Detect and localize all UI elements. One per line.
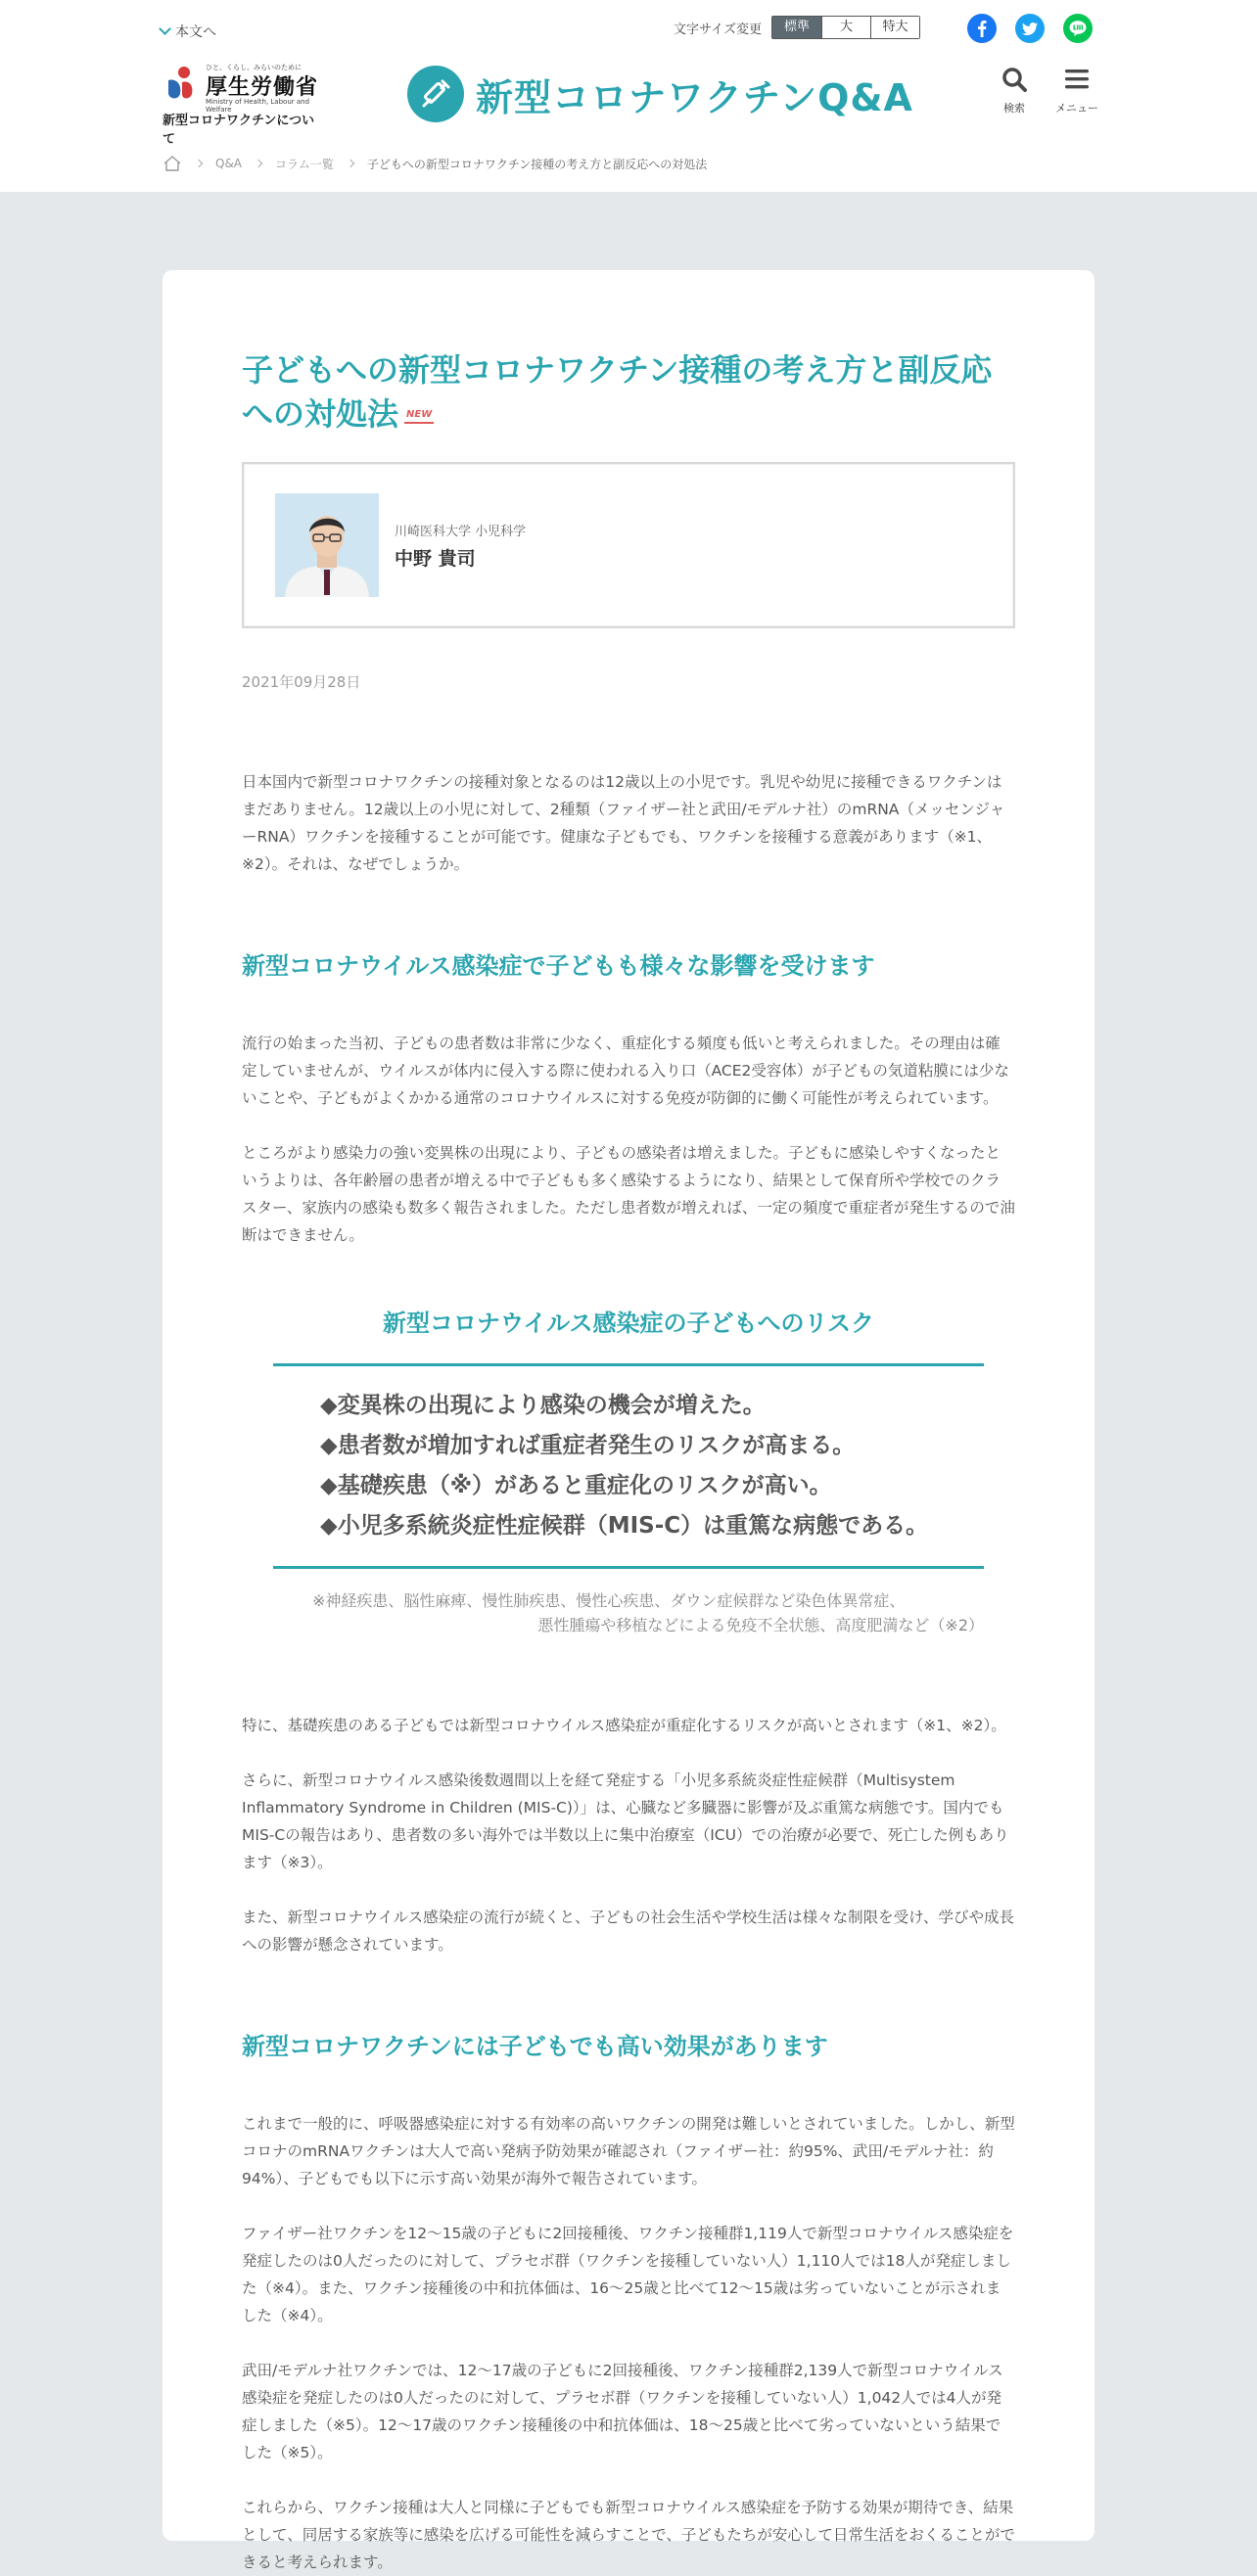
risk-note <box>273 1588 984 1637</box>
risk-item: ◆基礎疾患（※）があると重症化のリスクが高い。 <box>320 1472 832 1498</box>
twitter-share-button[interactable] <box>1015 14 1045 43</box>
mhlw-name: 厚生労働省 <box>206 75 319 100</box>
search-icon <box>1000 65 1029 94</box>
paragraph: 武田/モデルナ社ワクチンでは、12～17歳の子どもに2回接種後、ワクチン接種群2,139人で新型コロナウイルス感染症を発症したのは0人だったのに対して、プラセボ群（ワクチンを接種していない人）1,042人では4人が発症しました（※5）。12～17歳のワクチン接種後の中和抗体価は、18～25歳と比べて劣っていないという結果でした（※5）。 <box>242 2361 1003 2461</box>
breadcrumb-current: 子どもへの新型コロナワクチン接種の考え方と副反応への対処法 <box>366 157 708 171</box>
author-box <box>242 462 1015 628</box>
mhlw-english-name: Ministry of Health, Labour and Welfare <box>206 98 310 114</box>
author-photo <box>275 493 379 597</box>
author-affiliation: 川崎医科大学 小児科学 <box>395 524 527 539</box>
menu-label: メニュー <box>1055 102 1098 115</box>
twitter-icon <box>1015 14 1045 43</box>
font-size-buttons <box>771 16 920 39</box>
mhlw-subtitle: 新型コロナワクチンについて <box>163 114 315 147</box>
risk-box-bottom-rule <box>273 1566 984 1569</box>
site-logo[interactable] <box>407 65 913 123</box>
risk-box-title: 新型コロナウイルス感染症の子どもへのリスク <box>382 1309 875 1337</box>
article-card <box>163 270 1094 2571</box>
breadcrumb-separator-icon <box>347 160 354 167</box>
paragraph: 特に、基礎疾患のある子どもでは新型コロナウイルス感染症が重症化するリスクが高いとされます（※1、※2）。 <box>242 1716 1006 1734</box>
article-body <box>242 348 1015 2576</box>
menu-button[interactable] <box>1049 65 1104 115</box>
syringe-icon <box>407 66 464 122</box>
risk-note-line: ※神経疾患、脳性麻痺、慢性肺疾患、慢性心疾患、ダウン症候群など染色体異常症、 <box>312 1590 906 1610</box>
paragraph: さらに、新型コロナウイルス感染後数週間以上を経て発症する「小児多系統炎症性症候群（Multisystem Inflammatory Syndrome in Children (MIS-C)）」は、心臓など多臓器に影響が及ぶ重篤な病態です。国内でもMIS-Cの報告はあり、患者数の多い海外では半数以上に集中治療室（ICU）での治療が必要で、死亡した例もあります（※3）。 <box>242 1771 1009 1871</box>
search-button[interactable] <box>987 65 1042 115</box>
line-share-button[interactable] <box>1063 14 1093 43</box>
mhlw-tagline: ひと、くらし、みらいのために <box>206 64 302 71</box>
breadcrumb-qa[interactable]: Q&A <box>215 157 243 170</box>
line-icon <box>1063 14 1093 43</box>
font-size-xlarge-button[interactable]: 特大 <box>870 17 919 38</box>
mhlw-emblem-icon <box>164 65 198 102</box>
breadcrumb-separator-icon <box>195 160 203 167</box>
author-name: 中野 貴司 <box>395 547 476 570</box>
paragraph: また、新型コロナウイルス感染症の流行が続くと、子どもの社会生活や学校生活は様々な制限を受け、学びや成長への影響が懸念されています。 <box>242 1908 1014 1954</box>
skip-to-content-link[interactable] <box>161 22 216 41</box>
font-size-standard-button[interactable]: 標準 <box>772 17 821 38</box>
site-title: 新型コロナワクチンQ&A <box>476 75 913 119</box>
facebook-icon <box>967 14 997 43</box>
site-header <box>0 0 1257 192</box>
article-title <box>242 348 1015 437</box>
breadcrumb-separator-icon <box>255 160 262 167</box>
font-size-switcher <box>674 16 920 39</box>
risk-item: ◆患者数が増加すれば重症者発生のリスクが高まる。 <box>320 1432 856 1458</box>
font-size-large-button[interactable]: 大 <box>821 17 870 38</box>
paragraph: ところがより感染力の強い変異株の出現により、子どもの感染者は増えました。子どもに感染しやすくなったというよりは、各年齢層の患者が増える中で子どもも多く感染するようになり、結果として保育所や学校でのクラスター、家族内の感染も数多く報告されました。ただし患者数が増えれば、一定の頻度で重症者が発生するので油断はできません。 <box>242 1143 1015 1244</box>
paragraph: これらから、ワクチン接種は大人と同様に子どもでも新型コロナウイルス感染症を予防する効果が期待でき、結果として、同居する家族等に感染を広げる可能性を減らすことで、子どもたちが安心して日常生活をおくることができると考えられます。 <box>242 2498 1015 2571</box>
article-title-text: 子どもへの新型コロナワクチン接種の考え方と副反応への対処法 <box>242 351 993 433</box>
risk-item: ◆変異株の出現により感染の機会が増えた。 <box>320 1392 766 1418</box>
paragraph: ファイザー社ワクチンを12～15歳の子どもに2回接種後、ワクチン接種群1,119人で新型コロナウイルス感染症を発症したのは0人だったのに対して、プラセボ群（ワクチンを接種していない人）1,110人では18人が発症しました（※4）。また、ワクチン接種後の中和抗体価は、16～25歳と比べて12～15歳は劣っていないことが示されました（※4）。 <box>242 2224 1014 2324</box>
skip-link-label: 本文へ <box>175 24 216 40</box>
intro-paragraph: 日本国内で新型コロナワクチンの接種対象となるのは12歳以上の小児です。乳児や幼児に接種できるワクチンはまだありません。12歳以上の小児に対して、2種類（ファイザー社と武田/モデルナ社）のmRNA（メッセンジャーRNA）ワクチンを接種することが可能です。健康な子どもでも、ワクチンを接種する意義があります（※1、※2）。それは、なぜでしょうか。 <box>242 772 1005 873</box>
breadcrumb <box>163 155 707 172</box>
paragraph: 流行の始まった当初、子どもの患者数は非常に少なく、重症化する頻度も低いと考えられました。その理由は確定していませんが、ウイルスが体内に侵入する際に使われる入り口（ACE2受容体）が子どもの気道粘膜には少ないことや、子どもがよくかかる通常のコロナウイルスに対する免疫が防御的に働く可能性が考えられています。 <box>242 1034 1009 1107</box>
risk-list <box>273 1366 984 1566</box>
font-size-label: 文字サイズ変更 <box>674 22 762 37</box>
search-label: 検索 <box>1003 102 1025 115</box>
breadcrumb-column-list[interactable]: コラム一覧 <box>275 157 334 171</box>
new-badge: NEW <box>404 408 434 424</box>
chevron-down-icon <box>159 23 171 35</box>
home-icon[interactable] <box>163 155 182 172</box>
paragraph: これまで一般的に、呼吸器感染症に対する有効率の高いワクチンの開発は難しいとされていました。しかし、新型コロナのmRNAワクチンは大人で高い発病予防効果が確認され（ファイザー社：約95%、武田/モデルナ社：約94%）、子どもでも以下に示す高い効果が海外で報告されています。 <box>242 2114 1015 2187</box>
section-heading: 新型コロナワクチンには子どもでも高い効果があります <box>242 2032 828 2060</box>
facebook-share-button[interactable] <box>967 14 997 43</box>
risk-item: ◆小児多系統炎症性症候群（MIS-C）は重篤な病態である。 <box>320 1512 929 1539</box>
section-heading: 新型コロナウイルス感染症で子どもも様々な影響を受けます <box>242 951 875 980</box>
risk-summary-box <box>273 1304 984 1637</box>
risk-note-line: 悪性腫瘍や移植などによる免疫不全状態、高度肥満など（※2） <box>537 1615 984 1634</box>
hamburger-menu-icon <box>1062 65 1092 94</box>
mhlw-logo[interactable] <box>161 61 327 147</box>
publish-date: 2021年09月28日 <box>242 672 361 691</box>
